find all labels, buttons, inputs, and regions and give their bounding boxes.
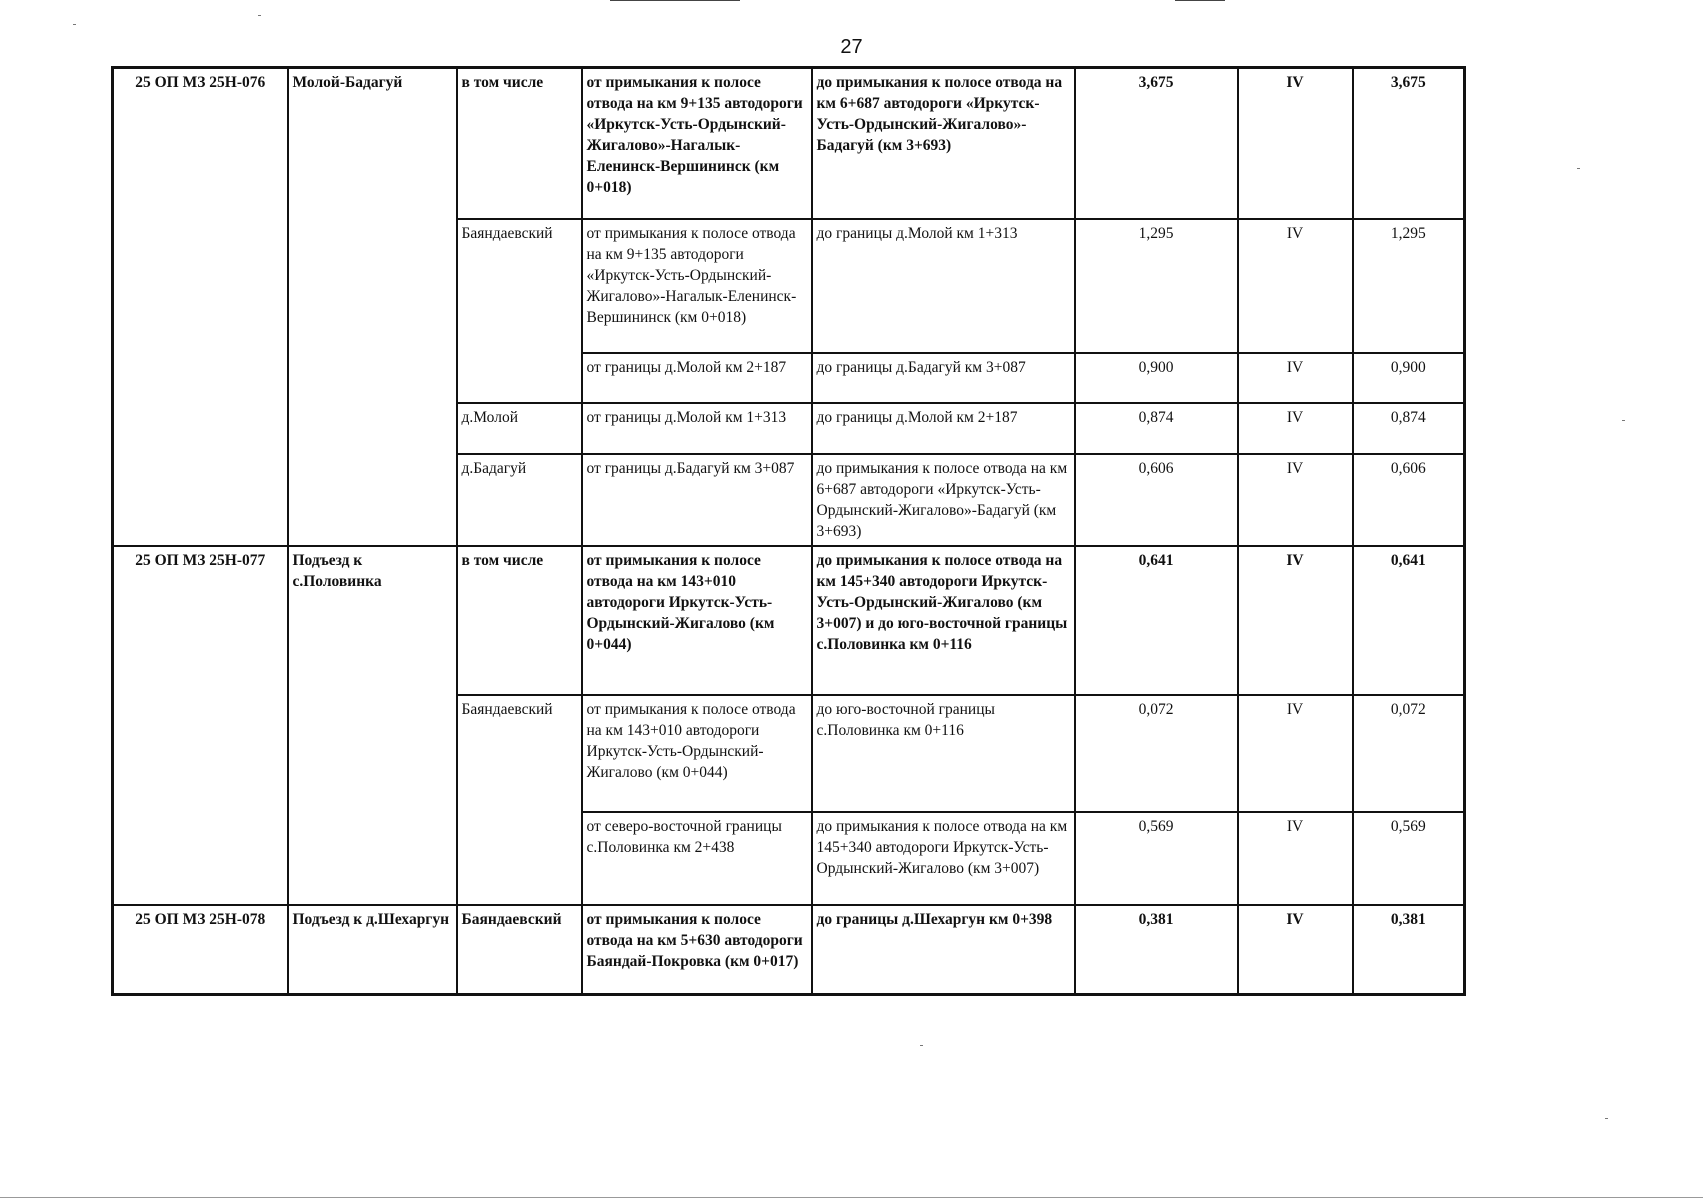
scan-line-bottom bbox=[0, 1197, 1703, 1198]
roads-table bbox=[111, 66, 1466, 996]
from-cell: от границы д.Молой км 1+313 bbox=[582, 403, 812, 454]
table-row bbox=[113, 546, 1465, 695]
total-cell: 0,900 bbox=[1353, 353, 1465, 403]
total-cell: 0,641 bbox=[1353, 546, 1465, 695]
road-code-cell: 25 ОП МЗ 25Н-078 bbox=[113, 905, 288, 995]
from-cell: от примыкания к полосе отвода на км 5+630 автодороги Баяндай-Покровка (км 0+017) bbox=[582, 905, 812, 995]
table-row bbox=[113, 68, 1465, 219]
length-cell: 0,900 bbox=[1075, 353, 1238, 403]
length-cell: 0,641 bbox=[1075, 546, 1238, 695]
category-cell: IV bbox=[1238, 905, 1353, 995]
category-cell: IV bbox=[1238, 68, 1353, 219]
page-number: 27 bbox=[840, 36, 863, 58]
total-cell: 0,569 bbox=[1353, 812, 1465, 905]
category-cell: IV bbox=[1238, 812, 1353, 905]
total-cell: 0,606 bbox=[1353, 454, 1465, 546]
total-cell: 0,381 bbox=[1353, 905, 1465, 995]
scan-speck bbox=[1577, 168, 1580, 169]
category-cell: IV bbox=[1238, 219, 1353, 353]
district-cell: Баяндаевский bbox=[457, 695, 582, 905]
road-code-cell: 25 ОП МЗ 25Н-077 bbox=[113, 546, 288, 905]
total-cell: 0,874 bbox=[1353, 403, 1465, 454]
length-cell: 0,072 bbox=[1075, 695, 1238, 812]
to-cell: до примыкания к полосе отвода на км 145+340 автодороги Иркутск-Усть-Ордынский-Жигалово (км 3+007) и до юго-восточной границы с.Половинка км 0+116 bbox=[812, 546, 1075, 695]
scan-line-top bbox=[610, 0, 740, 1]
length-cell: 3,675 bbox=[1075, 68, 1238, 219]
district-cell: в том числе bbox=[457, 546, 582, 695]
district-cell: Баяндаевский bbox=[457, 219, 582, 403]
road-name-cell: Подъезд к д.Шехаргун bbox=[288, 905, 457, 995]
category-cell: IV bbox=[1238, 454, 1353, 546]
table-row bbox=[113, 905, 1465, 995]
total-cell: 0,072 bbox=[1353, 695, 1465, 812]
to-cell: до границы д.Молой км 1+313 bbox=[812, 219, 1075, 353]
from-cell: от границы д.Бадагуй км 3+087 bbox=[582, 454, 812, 546]
to-cell: до примыкания к полосе отвода на км 6+687 автодороги «Иркутск-Усть-Ордынский-Жигалово»-Бадагуй (км 3+693) bbox=[812, 68, 1075, 219]
to-cell: до примыкания к полосе отвода на км 145+340 автодороги Иркутск-Усть-Ордынский-Жигалово (км 3+007) bbox=[812, 812, 1075, 905]
scan-speck bbox=[1622, 420, 1625, 421]
scan-speck bbox=[1605, 1118, 1608, 1119]
scan-speck bbox=[920, 1045, 923, 1046]
road-name-cell: Подъезд к с.Половинка bbox=[288, 546, 457, 905]
district-cell: д.Молой bbox=[457, 403, 582, 454]
length-cell: 0,381 bbox=[1075, 905, 1238, 995]
category-cell: IV bbox=[1238, 403, 1353, 454]
length-cell: 0,874 bbox=[1075, 403, 1238, 454]
total-cell: 3,675 bbox=[1353, 68, 1465, 219]
from-cell: от примыкания к полосе отвода на км 9+135 автодороги «Иркутск-Усть-Ордынский-Жигалово»-Нагалык-Еленинск-Вершининск (км 0+018) bbox=[582, 68, 812, 219]
category-cell: IV bbox=[1238, 546, 1353, 695]
to-cell: до примыкания к полосе отвода на км 6+687 автодороги «Иркутск-Усть-Ордынский-Жигалово»-Бадагуй (км 3+693) bbox=[812, 454, 1075, 546]
category-cell: IV bbox=[1238, 695, 1353, 812]
to-cell: до границы д.Молой км 2+187 bbox=[812, 403, 1075, 454]
scan-line-top bbox=[1175, 0, 1225, 1]
from-cell: от границы д.Молой км 2+187 bbox=[582, 353, 812, 403]
to-cell: до юго-восточной границы с.Половинка км 0+116 bbox=[812, 695, 1075, 812]
category-cell: IV bbox=[1238, 353, 1353, 403]
scan-speck bbox=[73, 24, 76, 25]
district-cell: Баяндаевский bbox=[457, 905, 582, 995]
road-code-cell: 25 ОП МЗ 25Н-076 bbox=[113, 68, 288, 546]
from-cell: от примыкания к полосе отвода на км 143+010 автодороги Иркутск-Усть-Ордынский-Жигалово (км 0+044) bbox=[582, 546, 812, 695]
from-cell: от северо-восточной границы с.Половинка км 2+438 bbox=[582, 812, 812, 905]
to-cell: до границы д.Бадагуй км 3+087 bbox=[812, 353, 1075, 403]
district-cell: д.Бадагуй bbox=[457, 454, 582, 546]
from-cell: от примыкания к полосе отвода на км 143+010 автодороги Иркутск-Усть-Ордынский-Жигалово (км 0+044) bbox=[582, 695, 812, 812]
length-cell: 0,569 bbox=[1075, 812, 1238, 905]
length-cell: 1,295 bbox=[1075, 219, 1238, 353]
length-cell: 0,606 bbox=[1075, 454, 1238, 546]
to-cell: до границы д.Шехаргун км 0+398 bbox=[812, 905, 1075, 995]
road-name-cell: Молой-Бадагуй bbox=[288, 68, 457, 546]
total-cell: 1,295 bbox=[1353, 219, 1465, 353]
from-cell: от примыкания к полосе отвода на км 9+135 автодороги «Иркутск-Усть-Ордынский-Жигалово»-Нагалык-Еленинск-Вершининск (км 0+018) bbox=[582, 219, 812, 353]
scan-speck bbox=[258, 15, 261, 16]
district-cell: в том числе bbox=[457, 68, 582, 219]
